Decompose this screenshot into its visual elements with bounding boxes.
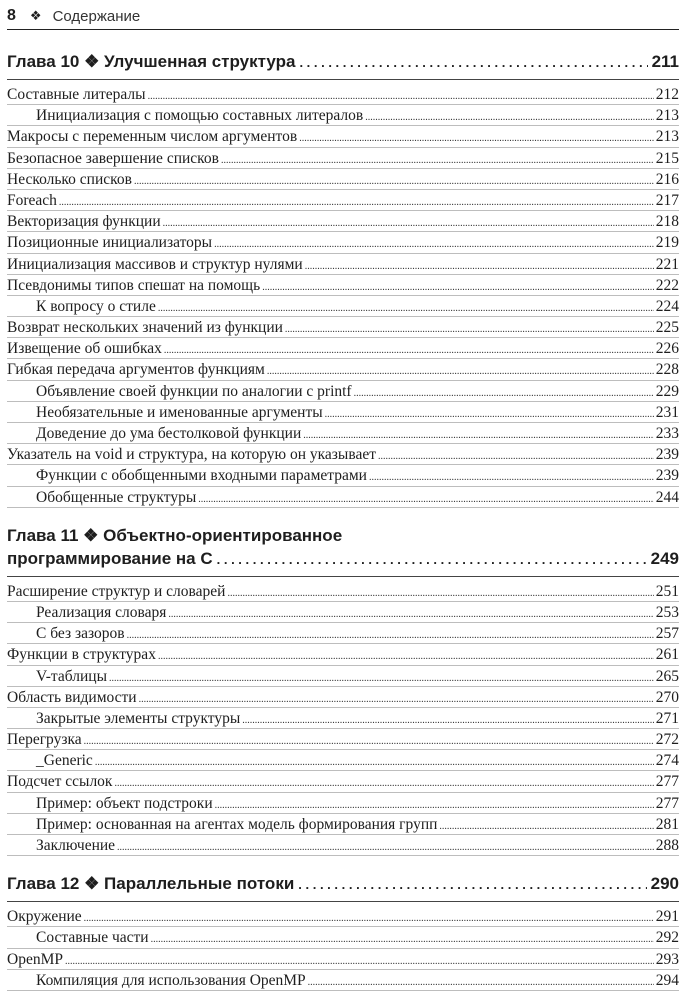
toc-entry[interactable] — [7, 729, 679, 750]
entry-page-number: 224 — [655, 297, 679, 315]
dot-leader — [163, 213, 654, 234]
toc-entry[interactable] — [7, 254, 679, 275]
dot-leader — [365, 107, 654, 128]
toc-entry[interactable] — [7, 148, 679, 169]
chapter-title: программирование на C — [7, 548, 213, 568]
entry-page-number: 226 — [655, 340, 679, 358]
dot-leader — [84, 908, 654, 929]
entry-title: Объявление своей функции по аналогии с printf — [36, 382, 352, 400]
dot-leader — [198, 489, 654, 510]
dot-leader — [303, 425, 653, 446]
chapter-title-line — [7, 50, 679, 74]
entry-title: Окружение — [7, 908, 82, 926]
chapter-page-number: 249 — [650, 548, 679, 568]
entry-title: Функции с обобщенными входными параметрами — [36, 467, 367, 485]
dot-leader — [298, 873, 646, 896]
entry-page-number: 274 — [655, 752, 679, 770]
chapter-heading — [7, 50, 679, 80]
dot-leader — [109, 668, 654, 689]
toc-subentry[interactable] — [7, 970, 679, 991]
dot-leader — [117, 837, 654, 858]
toc-entry[interactable] — [7, 444, 679, 465]
entry-title: _Generic — [36, 752, 93, 770]
running-title: Содержание — [52, 7, 141, 25]
running-header — [7, 5, 679, 27]
entry-page-number: 239 — [655, 467, 679, 485]
dot-leader — [168, 604, 653, 625]
dot-leader — [95, 752, 654, 773]
entry-title: Позиционные инициализаторы — [7, 234, 213, 252]
chapter-title: Глава 11 ❖ Объектно-ориентированное — [7, 525, 343, 545]
entry-page-number: 221 — [655, 255, 679, 273]
chapter-page-number: 290 — [650, 874, 679, 894]
dot-leader — [215, 795, 654, 816]
toc-subentry[interactable] — [7, 423, 679, 444]
entry-title: Указатель на void и структура, на которую он указывает — [7, 446, 376, 464]
entry-title: Пример: объект подстроки — [36, 794, 213, 812]
toc-subentry[interactable] — [7, 465, 679, 486]
entry-title: Реализация словаря — [36, 603, 167, 621]
entry-page-number: 294 — [655, 971, 679, 989]
toc-subentry[interactable] — [7, 623, 679, 644]
entry-title: Закрытые элементы структуры — [36, 709, 241, 727]
dot-leader — [151, 929, 654, 950]
toc-entry[interactable] — [7, 359, 679, 380]
dot-leader — [221, 150, 654, 171]
dot-leader — [227, 583, 653, 604]
entry-title: Макросы с переменным числом аргументов — [7, 128, 298, 146]
dot-leader — [378, 446, 654, 467]
entry-page-number: 225 — [655, 319, 679, 337]
dot-leader — [148, 86, 654, 107]
entry-page-number: 219 — [655, 234, 679, 252]
toc-entry[interactable] — [7, 687, 679, 708]
dot-leader — [84, 731, 654, 752]
entry-page-number: 251 — [655, 582, 679, 600]
toc-entry[interactable] — [7, 169, 679, 190]
entry-page-number: 218 — [655, 213, 679, 231]
entry-title: Заключение — [36, 837, 116, 854]
entry-title: Доведение до ума бестолковой функции — [36, 425, 302, 442]
entry-title: Необязательные и именованные аргументы — [36, 403, 323, 421]
entry-page-number: 229 — [655, 382, 679, 400]
dot-leader — [439, 816, 653, 837]
entry-title: Подсчет ссылок — [7, 773, 113, 791]
entry-page-number: 277 — [655, 794, 679, 812]
toc-entry[interactable] — [7, 84, 679, 105]
dot-leader — [134, 171, 654, 192]
dot-leader — [217, 548, 647, 571]
dot-leader — [262, 277, 654, 298]
toc-subentry[interactable] — [7, 708, 679, 729]
table-of-contents — [7, 40, 679, 991]
chapter-title: Глава 12 ❖ Параллельные потоки — [7, 874, 295, 894]
entry-title: Несколько списков — [7, 170, 132, 188]
entry-title: Извещение об ошибках — [7, 340, 162, 358]
entry-page-number: 277 — [655, 773, 679, 791]
dot-leader — [308, 972, 654, 993]
toc-subentry[interactable] — [7, 666, 679, 687]
entry-page-number: 288 — [655, 837, 679, 854]
toc-entry[interactable] — [7, 232, 679, 253]
entry-page-number: 217 — [655, 191, 679, 209]
entry-title: Foreach — [7, 191, 57, 209]
dot-leader — [299, 51, 647, 74]
entry-title: Псевдонимы типов спешат на помощь — [7, 276, 261, 294]
entry-page-number: 213 — [655, 128, 679, 146]
page-number: 8 — [7, 7, 16, 24]
toc-entry[interactable] — [7, 949, 679, 970]
toc-subentry[interactable] — [7, 105, 679, 126]
entry-title: Составные части — [36, 929, 149, 947]
entry-page-number: 261 — [655, 646, 679, 664]
toc-subentry[interactable] — [7, 381, 679, 402]
dot-leader — [158, 646, 654, 667]
toc-subentry[interactable] — [7, 814, 679, 835]
toc-entry[interactable] — [7, 317, 679, 338]
dot-leader — [164, 340, 654, 361]
entry-title: Безопасное завершение списков — [7, 149, 219, 167]
dot-leader — [65, 951, 654, 972]
entry-title: Векторизация функции — [7, 213, 161, 231]
entry-title: V-таблицы — [36, 667, 108, 685]
toc-entry[interactable] — [7, 126, 679, 147]
chapter-heading — [7, 872, 679, 902]
entry-title: Расширение структур и словарей — [7, 582, 226, 600]
entry-page-number: 292 — [655, 929, 679, 947]
entry-page-number: 270 — [655, 688, 679, 706]
dot-leader — [267, 361, 654, 382]
diamond-separator-icon: ❖ — [29, 8, 42, 24]
toc-subentry[interactable] — [7, 835, 679, 856]
dot-leader — [369, 467, 654, 488]
entry-page-number: 216 — [655, 170, 679, 188]
entry-title: Функции в структурах — [7, 646, 156, 664]
chapter-title-line — [7, 524, 679, 547]
entry-page-number: 272 — [655, 731, 679, 749]
entry-title: Компиляция для использования OpenMP — [36, 971, 306, 989]
toc-entry[interactable] — [7, 338, 679, 359]
entry-page-number: 231 — [655, 403, 679, 421]
dot-leader — [127, 625, 654, 646]
toc-entry[interactable] — [7, 906, 679, 927]
entry-page-number: 293 — [655, 950, 679, 968]
dot-leader — [325, 404, 654, 425]
chapter-page-number: 211 — [651, 52, 679, 71]
toc-subentry[interactable] — [7, 296, 679, 317]
dot-leader — [59, 192, 654, 213]
entry-page-number: 257 — [655, 625, 679, 643]
entry-page-number: 215 — [655, 149, 679, 167]
entry-page-number: 213 — [655, 107, 679, 125]
dot-leader — [114, 773, 653, 794]
entry-page-number: 281 — [655, 815, 679, 833]
dot-leader — [354, 383, 654, 404]
entry-title: Инициализация с помощью составных литералов — [36, 107, 364, 125]
dot-leader — [299, 128, 654, 149]
toc-entry[interactable] — [7, 211, 679, 232]
entry-title: Область видимости — [7, 688, 137, 706]
toc-subentry[interactable] — [7, 402, 679, 423]
entry-page-number: 212 — [655, 86, 679, 103]
entry-title: К вопросу о стиле — [36, 297, 156, 315]
entry-page-number: 271 — [655, 709, 679, 727]
dot-leader — [139, 689, 654, 710]
entry-title: Составные литералы — [7, 86, 146, 103]
toc-subentry[interactable] — [7, 793, 679, 814]
toc-entry[interactable] — [7, 771, 679, 792]
chapter-heading — [7, 524, 679, 577]
toc-entry[interactable] — [7, 644, 679, 665]
entry-page-number: 253 — [655, 603, 679, 621]
entry-page-number: 233 — [655, 425, 679, 442]
entry-page-number: 228 — [655, 361, 679, 379]
header-divider — [7, 29, 679, 30]
dot-leader — [285, 319, 654, 340]
entry-title: Гибкая передача аргументов функциям — [7, 361, 265, 379]
chapter-title-line — [7, 872, 679, 896]
dot-leader — [158, 298, 654, 319]
toc-subentry[interactable] — [7, 487, 679, 508]
entry-page-number: 222 — [655, 276, 679, 294]
entry-title: OpenMP — [7, 950, 63, 968]
toc-subentry[interactable] — [7, 750, 679, 771]
entry-title: C без зазоров — [36, 625, 125, 643]
toc-subentry[interactable] — [7, 927, 679, 948]
entry-title: Перегрузка — [7, 731, 82, 749]
entry-page-number: 265 — [655, 667, 679, 685]
entry-title: Инициализация массивов и структур нулями — [7, 255, 303, 273]
dot-leader — [214, 234, 654, 255]
chapter-title: Глава 10 ❖ Улучшенная структура — [7, 52, 296, 71]
toc-entry[interactable] — [7, 275, 679, 296]
entry-title: Пример: основанная на агентах модель формирования групп — [36, 815, 438, 833]
dot-leader — [242, 710, 653, 731]
entry-page-number: 244 — [655, 488, 679, 506]
entry-title: Возврат нескольких значений из функции — [7, 319, 283, 337]
toc-subentry[interactable] — [7, 602, 679, 623]
entry-page-number: 291 — [655, 908, 679, 926]
toc-entry[interactable] — [7, 190, 679, 211]
chapter-title-line — [7, 547, 679, 571]
toc-entry[interactable] — [7, 581, 679, 602]
dot-leader — [305, 256, 654, 277]
entry-page-number: 239 — [655, 446, 679, 464]
entry-title: Обобщенные структуры — [36, 488, 197, 506]
